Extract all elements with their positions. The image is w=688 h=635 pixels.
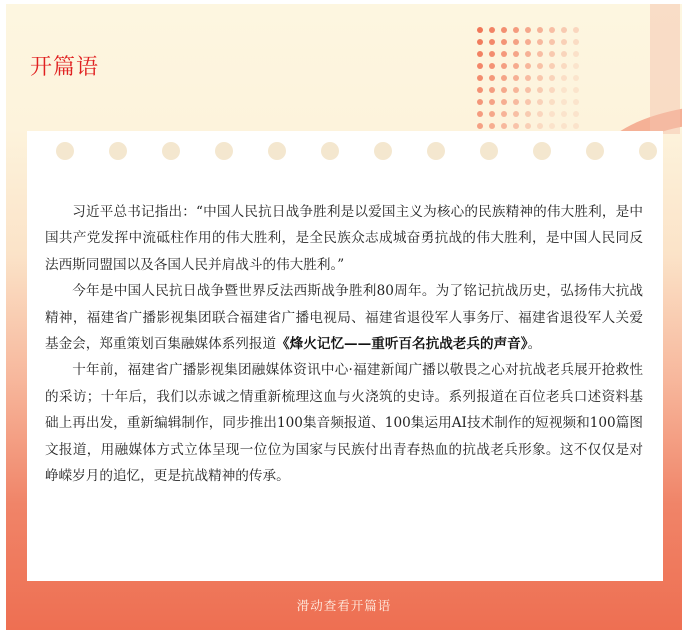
paragraph-quote: 习近平总书记指出：“中国人民抗日战争胜利是以爱国主义为核心的民族精神的伟大胜利，是中国共产党发挥中流砥柱作用的伟大胜利，是全民族众志成城奋勇抗战的伟大胜利，是中国人民同反法西斯同盟国以及各国人民并肩战斗的伟大胜利。”	[45, 204, 643, 273]
page-title: 开篇语	[30, 55, 100, 80]
pillar-decoration	[606, 4, 682, 134]
page-frame	[6, 4, 682, 630]
article-card[interactable]	[27, 131, 663, 581]
paragraph-intro-text: 今年是中国人民抗日战争暨世界反法西斯战争胜利80周年。为了铭记抗战历史，弘扬伟大抗战精神，福建省广播影视集团联合福建省广播电视局、福建省退役军人事务厅、福建省退役军人关爱基金会，郑重策划百集融媒体系列报道	[45, 283, 643, 353]
article-content	[45, 199, 643, 489]
scroll-hint: 滑动查看开篇语	[296, 598, 392, 613]
paragraph-history: 十年前，福建省广播影视集团融媒体资讯中心·福建新闻广播以敬畏之心对抗战老兵展开抢救性的采访；十年后，我们以赤诚之情重新梳理这血与火浇筑的史诗。系列报道在百位老兵口述资料基础上再出发，重新编辑制作，同步推出100集音频报道、100集运用AI技术制作的短视频和100篇图文报道，用融媒体方式立体呈现一位位为国家与民族付出青春热血的抗战老兵形象。这不仅仅是对峥嵘岁月的追忆，更是抗战精神的传承。	[45, 362, 643, 485]
notebook-holes-decoration	[27, 131, 663, 171]
paragraph-intro	[45, 278, 643, 357]
paragraph-intro-tail: 。	[527, 336, 542, 353]
series-title: 《烽火记忆——重听百名抗战老兵的声音》	[276, 336, 528, 353]
